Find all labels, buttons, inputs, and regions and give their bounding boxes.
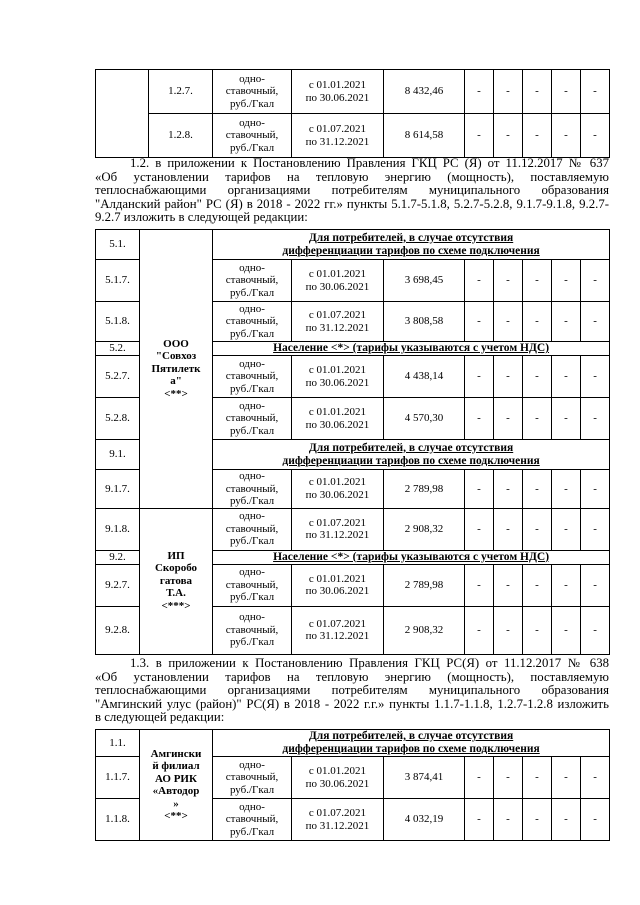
unit-cell: одно- ставочный, руб./Гкал	[213, 70, 292, 114]
table-row: 9.2.7. одно- ставочный, руб./Гкал с 01.01.2021 по 30.06.2021 2 789,98 - - - - -	[96, 564, 610, 606]
table-row: 5.1. ООО "Совхоз Пятилетк а" <**> Для потребителей, в случае отсутствия дифференциации тарифов по схеме подключения	[96, 230, 610, 260]
tariff-value: 2 908,32	[384, 606, 465, 654]
table-row: 9.1.8. ИП Скоробо гатова Т.А. <***> одно- ставочный, руб./Гкал с 01.07.2021 по 31.12.2021 2 908,32 - - - - -	[96, 508, 610, 550]
tariff-value: 3 698,45	[384, 260, 465, 302]
paragraph-1-2: 1.2. в приложении к Постановлению Правления ГКЦ РС (Я) от 11.12.2017 № 637 «Об установлении тарифов на тепловую энергию (мощность), поставляемую теплоснабжающими организациями потребителям муниципального образования "Алданский район" РС (Я) в 2018 - 2022 гг.» пункты 5.1.7-5.1.8, 5.2.7-5.2.8, 9.1.7-9.1.8, 9.2.7- 9.2.7 изложить в следующей редакции:	[95, 157, 609, 225]
organization-name: Амгински й филиал АО РИК «Автодор » <**>	[140, 730, 213, 841]
tariff-table-1	[95, 69, 610, 158]
consumers-header: Для потребителей, в случае отсутствия дифференциации тарифов по схеме подключения	[213, 230, 610, 260]
table-row: 1.1.7. одно- ставочный, руб./Гкал с 01.01.2021 по 30.06.2021 3 874,41 - - - - -	[96, 757, 610, 799]
period-cell: с 01.07.2021 по 31.12.2021	[292, 114, 384, 158]
population-header: Население <*> (тарифы указываются с учетом НДС)	[213, 342, 610, 356]
tariff-value: 4 438,14	[384, 356, 465, 398]
paragraph-1-3: 1.3. в приложении к Постановлению Правления ГКЦ РС(Я) от 11.12.2017 № 638 «Об установлении тарифов на тепловую энергию (мощность), поставляемую теплоснабжающими организациями потребителям муниципального образования "Амгинский улус (район)" РС(Я) в 2018 - 2022 г.г.» пункты 1.1.7-1.1.8, 1.2.7-1.2.8 изложить в следующей редакции:	[95, 657, 609, 725]
consumers-header: Для потребителей, в случае отсутствия дифференциации тарифов по схеме подключения	[213, 440, 610, 470]
table-row: 1.1.8. одно- ставочный, руб./Гкал с 01.07.2021 по 31.12.2021 4 032,19 - - - - -	[96, 799, 610, 841]
organization-name: ООО "Совхоз Пятилетк а" <**>	[140, 230, 213, 509]
tariff-value: 2 908,32	[384, 508, 465, 550]
tariff-value: 2 789,98	[384, 564, 465, 606]
tariff-table-3	[95, 729, 610, 841]
tariff-value: 4 032,19	[384, 799, 465, 841]
table-row: 1.1. Амгински й филиал АО РИК «Автодор » <**> Для потребителей, в случае отсутствия дифференциации тарифов по схеме подключения	[96, 730, 610, 757]
table-row: 5.2.8. одно- ставочный, руб./Гкал с 01.01.2021 по 30.06.2021 4 570,30 - - - - -	[96, 398, 610, 440]
unit-cell: одно- ставочный, руб./Гкал	[213, 114, 292, 158]
tariff-value: 8 614,58	[384, 114, 465, 158]
table-row: 1.2.8. одно- ставочный, руб./Гкал с 01.07.2021 по 31.12.2021 8 614,58 - - - - -	[96, 114, 610, 158]
tariff-table-2	[95, 229, 610, 655]
organization-name: ИП Скоробо гатова Т.А. <***>	[140, 508, 213, 654]
table-row: 9.1. Для потребителей, в случае отсутствия дифференциации тарифов по схеме подключения	[96, 440, 610, 470]
table-row: 9.1.7. одно- ставочный, руб./Гкал с 01.01.2021 по 30.06.2021 2 789,98 - - - - -	[96, 470, 610, 509]
row-number: 1.2.7.	[149, 70, 213, 114]
tariff-value: 4 570,30	[384, 398, 465, 440]
table-row: 5.1.8. одно- ставочный, руб./Гкал с 01.07.2021 по 31.12.2021 3 808,58 - - - - -	[96, 302, 610, 342]
table-row: 5.1.7. одно- ставочный, руб./Гкал с 01.01.2021 по 30.06.2021 3 698,45 - - - - -	[96, 260, 610, 302]
tariff-value: 8 432,46	[384, 70, 465, 114]
table-row: 9.2. Население <*> (тарифы указываются с учетом НДС)	[96, 550, 610, 564]
period-cell: с 01.01.2021 по 30.06.2021	[292, 70, 384, 114]
table-row: 1.2.7. одно- ставочный, руб./Гкал с 01.01.2021 по 30.06.2021 8 432,46 - - - - -	[96, 70, 610, 114]
tariff-value: 3 874,41	[384, 757, 465, 799]
tariff-value: 3 808,58	[384, 302, 465, 342]
population-header: Население <*> (тарифы указываются с учетом НДС)	[213, 550, 610, 564]
row-number: 1.2.8.	[149, 114, 213, 158]
table-row: 5.2.7. одно- ставочный, руб./Гкал с 01.01.2021 по 30.06.2021 4 438,14 - - - - -	[96, 356, 610, 398]
consumers-header: Для потребителей, в случае отсутствия дифференциации тарифов по схеме подключения	[213, 730, 610, 757]
table-row: 5.2. Население <*> (тарифы указываются с учетом НДС)	[96, 342, 610, 356]
table-row: 9.2.8. одно- ставочный, руб./Гкал с 01.07.2021 по 31.12.2021 2 908,32 - - - - -	[96, 606, 610, 654]
tariff-value: 2 789,98	[384, 470, 465, 509]
